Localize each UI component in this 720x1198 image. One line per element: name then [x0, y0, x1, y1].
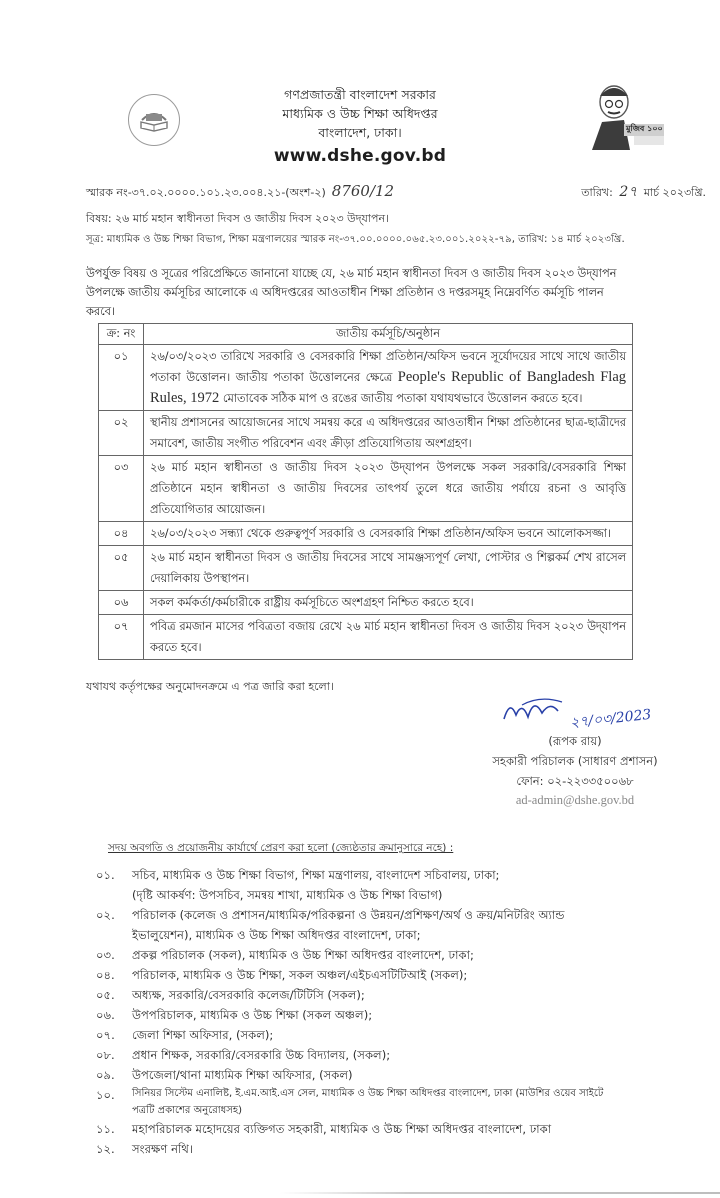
cc-number: ০৪. [96, 968, 115, 982]
cc-item [96, 865, 706, 905]
location: বাংলাদেশ, ঢাকা। [318, 125, 402, 140]
row-serial: ০৭ [99, 615, 144, 660]
page-edge-shadow [280, 1192, 720, 1194]
reference-line: সূত্র: মাধ্যমিক ও উচ্চ শিক্ষা বিভাগ, শিক্ষা মন্ত্রণালয়ের স্মারক নং-৩৭.০০.০০০০.০৬৫.২৩.০০১.২০২২-৭৯, তারিখ: ১৪ মার্চ ২০২৩খ্রি. [86, 234, 625, 245]
cc-number: ০৩. [96, 948, 115, 962]
row-text: ২৬/০৩/২০২৩ সন্ধ্যা থেকে গুরুত্বপূর্ণ সরকারি ও বেসরকারি শিক্ষা প্রতিষ্ঠান/অফিস ভবনে আলোকসজ্জা। [144, 522, 633, 546]
memo-handwritten-number: 8760/12 [331, 182, 395, 200]
cc-number: ০২. [96, 908, 115, 922]
row-text-part: মোতাবেক সঠিক মাপ ও রঙের জাতীয় পতাকা যথাযথভাবে উত্তোলন করতে হবে। [222, 392, 583, 405]
row-text: ২৬ মার্চ মহান স্বাধীনতা দিবস ও জাতীয় দিবসের সাথে সামঞ্জস্যপূর্ণ লেখা, পোস্টার ও শিল্পকর্ম শেখ রাসেল দেয়ালিকায় উপস্থাপন। [144, 546, 633, 591]
letter-body [86, 264, 658, 1159]
date-label: তারিখ: [581, 186, 613, 199]
mujib-100-text: মুজিব ১০০ [626, 124, 663, 133]
cc-number: ০১. [96, 868, 115, 882]
date-rest: মার্চ ২০২৩খ্রি. [643, 186, 706, 199]
cc-text: প্রকল্প পরিচালক (সকল), মাধ্যমিক ও উচ্চ শিক্ষা অধিদপ্তর বাংলাদেশ, ঢাকা; [132, 948, 474, 962]
cc-item [96, 985, 706, 1005]
signature-area [500, 693, 706, 731]
programme-table [98, 323, 633, 660]
cc-text: সচিব, মাধ্যমিক ও উচ্চ শিক্ষা বিভাগ, শিক্ষা মন্ত্রণালয়, বাংলাদেশ সচিবালয়, ঢাকা; [132, 868, 500, 882]
cc-item [96, 1025, 706, 1045]
cc-item [96, 965, 706, 985]
dshe-emblem-logo [128, 94, 180, 146]
row-serial: ০১ [99, 345, 144, 411]
mujib-100-logo [590, 80, 680, 152]
table-row [99, 456, 633, 522]
cc-number: ০৬. [96, 1008, 115, 1022]
cc-number: ০৮. [96, 1048, 115, 1062]
row-text [144, 345, 633, 411]
cc-item [96, 1085, 706, 1119]
cc-text: পরিচালক, মাধ্যমিক ও উচ্চ শিক্ষা, সকল অঞ্চল/এইচএসটিটিআই (সকল); [132, 968, 468, 982]
cc-item-continuation: ইভালুয়েশন), মাধ্যমিক ও উচ্চ শিক্ষা অধিদপ্তর বাংলাদেশ, ঢাকা; [132, 928, 421, 942]
row-serial: ০৪ [99, 522, 144, 546]
table-row [99, 411, 633, 456]
signatory-email[interactable]: ad-admin@dshe.gov.bd [515, 793, 635, 807]
cc-number: ০৯. [96, 1068, 115, 1082]
cc-number: ০৫. [96, 988, 115, 1002]
cc-number: ১১. [96, 1122, 115, 1136]
row-serial: ০৫ [99, 546, 144, 591]
portrait-icon [590, 80, 680, 152]
book-emblem-icon [138, 106, 170, 132]
directorate-name: মাধ্যমিক ও উচ্চ শিক্ষা অধিদপ্তর [282, 106, 438, 121]
row-serial: ০২ [99, 411, 144, 456]
row-serial: ০৬ [99, 591, 144, 615]
memo-date [581, 180, 706, 204]
cc-item [96, 1139, 706, 1159]
cc-text: প্রধান শিক্ষক, সরকারি/বেসরকারি উচ্চ বিদ্যালয়, (সকল); [132, 1048, 391, 1062]
cc-item-continuation: (দৃষ্টি আকর্ষণ: উপসচিব, সমন্বয় শাখা, মাধ্যমিক ও উচ্চ শিক্ষা বিভাগ) [132, 888, 443, 902]
govt-name: গণপ্রজাতন্ত্রী বাংলাদেশ সরকার [284, 87, 436, 102]
signatory-phone: ফোন: ০২-২২৩৩৫০০৬৮ [516, 774, 634, 788]
cc-number: ০৭. [96, 1028, 115, 1042]
row-serial: ০৩ [99, 456, 144, 522]
row-text: ২৬ মার্চ মহান স্বাধীনতা ও জাতীয় দিবস ২০২৩ উদ্‌যাপন উপলক্ষে সকল সরকারি/বেসরকারি শিক্ষা প্রতিষ্ঠানে মহান স্বাধীনতা ও জাতীয় দিবসের তাৎপর্য তুলে ধরে জাতীয় পর্যায়ে রচনা ও আবৃত্তি প্রতিযোগিতার আয়োজন। [144, 456, 633, 522]
cc-number: ১২. [96, 1142, 115, 1156]
cc-section [86, 839, 706, 1159]
signatory-name: (রূপক রায়) [548, 734, 602, 748]
cc-item [96, 1119, 706, 1139]
subject-line: বিষয়: ২৬ মার্চ মহান স্বাধীনতা দিবস ও জাতীয় দিবস ২০২৩ উদ্‌যাপন। [86, 212, 389, 225]
table-row [99, 345, 633, 411]
date-handwritten-day: 2৭ [619, 184, 638, 200]
cc-text: জেলা শিক্ষা অফিসার, (সকল); [132, 1028, 274, 1042]
closing-section [86, 678, 706, 1159]
table-row [99, 591, 633, 615]
cc-item [96, 945, 706, 965]
header-serial: ক্র: নং [99, 324, 144, 345]
cc-item [96, 1065, 706, 1085]
cc-item [96, 1005, 706, 1025]
cc-text: সংরক্ষণ নথি। [132, 1142, 194, 1156]
table-row [99, 522, 633, 546]
cc-number: ১০. [96, 1088, 115, 1102]
header-programme: জাতীয় কর্মসূচি/অনুষ্ঠান [144, 324, 633, 345]
row-text: সকল কর্মকর্তা/কর্মচারীকে রাষ্ট্রীয় কর্মসূচিতে অংশগ্রহণ নিশ্চিত করতে হবে। [144, 591, 633, 615]
cc-text: উপপরিচালক, মাধ্যমিক ও উচ্চ শিক্ষা (সকল অঞ্চল); [132, 1008, 373, 1022]
cc-text: সিনিয়র সিস্টেম এনালিষ্ট, ই.এম.আই.এস সেল, মাধ্যমিক ও উচ্চ শিক্ষা অধিদপ্তর বাংলাদেশ, ঢাকা (মাউশির ওয়েব সাইটে [132, 1088, 604, 1099]
memo-row [86, 180, 706, 202]
intro-paragraph: উপর্যুক্ত বিষয় ও সূত্রের পরিপ্রেক্ষিতে জানানো যাচ্ছে যে, ২৬ মার্চ মহান স্বাধীনতা দিবস ও জাতীয় দিবস ২০২৩ উদ্‌যাপন উপলক্ষে জাতীয় কর্মসূচির আলোকে এ অধিদপ্তরের আওতাধীন শিক্ষা প্রতিষ্ঠান ও দপ্তরসমূহ নিম্নেবর্ণিত কর্মসূচি পালন করবে। [86, 267, 617, 318]
cc-text: মহাপরিচালক মহোদয়ের ব্যক্তিগত সহকারী, মাধ্যমিক ও উচ্চ শিক্ষা অধিদপ্তর বাংলাদেশ, ঢাকা [132, 1122, 552, 1136]
cc-text: পরিচালক (কলেজ ও প্রশাসন/মাধ্যমিক/পরিকল্পনা ও উন্নয়ন/প্রশিক্ষণ/অর্থ ও ক্রয়/মনিটরিং অ্যান্ড [132, 908, 565, 922]
table-header-row [99, 324, 633, 345]
cc-text: উপজেলা/থানা মাধ্যমিক শিক্ষা অফিসার, (সকল) [132, 1068, 353, 1082]
cc-item [96, 905, 706, 945]
approval-statement: যথাযথ কর্তৃপক্ষের অনুমোদনক্রমে এ পত্র জারি করা হলো। [86, 680, 334, 693]
table-row [99, 615, 633, 660]
signatory-designation: সহকারী পরিচালক (সাধারণ প্রশাসন) [492, 754, 658, 768]
row-text: স্থানীয় প্রশাসনের আয়োজনের সাথে সমন্বয় করে এ অধিদপ্তরের আওতাধীন শিক্ষা প্রতিষ্ঠানের ছাত্র-ছাত্রীদের সমাবেশ, জাতীয় সংগীত পরিবেশন এবং ক্রীড়া প্রতিযোগিতায় অংশগ্রহণ। [144, 411, 633, 456]
flag-rules-title: People's Republic of Bangladesh Flag Rules, 1972 [150, 369, 627, 406]
signature-date: ২৭/০৩/2023 [569, 706, 653, 732]
cc-item-continuation: পত্রটি প্রকাশের অনুরোধসহ) [132, 1105, 243, 1116]
row-text: পবিত্র রমজান মাসের পবিত্রতা বজায় রেখে ২৬ মার্চ মহান স্বাধীনতা দিবস ও জাতীয় দিবস ২০২৩ উদ্‌যাপন করতে হবে। [144, 615, 633, 660]
row-text-part: ২৬/০৩/২০২৩ তারিখে সরকারি ও বেসরকারি শিক্ষা প্রতিষ্ঠান/অফিস ভবনে সূর্যোদয়ের সাথে সাথে জাতীয় পতাকা উত্তোলন। জাতীয় পতাকা উত্তোলনের ক্ষেত্রে [150, 350, 626, 384]
table-row [99, 546, 633, 591]
cc-text: অধ্যক্ষ, সরকারি/বেসরকারি কলেজ/টিটিসি (সকল); [132, 988, 365, 1002]
memo-number: স্মারক নং-৩৭.০২.০০০০.১০১.২৩.০০৪.২১-(অংশ-২) [86, 186, 326, 199]
cc-item [96, 1045, 706, 1065]
cc-heading: সদয় অবগতি ও প্রয়োজনীয় কার্যার্থে প্রেরণ করা হলো (জ্যেষ্ঠতার ক্রমানুসারে নহে) : [108, 842, 454, 854]
website-link[interactable]: www.dshe.gov.bd [273, 146, 447, 166]
